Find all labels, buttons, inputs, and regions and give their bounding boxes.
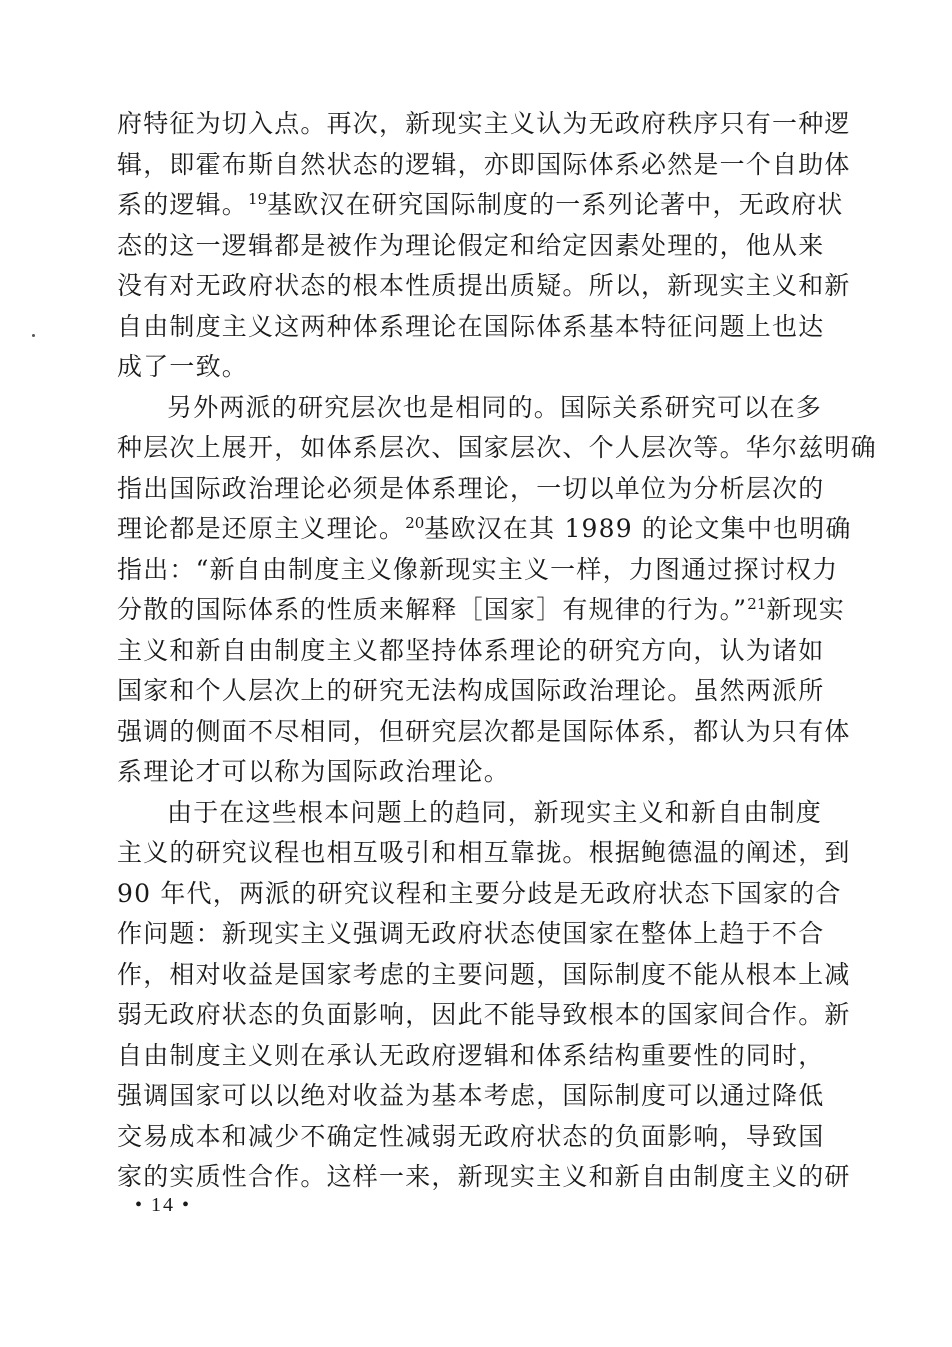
paragraph-2 [117, 388, 877, 793]
line-text: 作，相对收益是国家考虑的主要问题，国际制度不能从根本上减 [117, 959, 851, 989]
text-line [117, 104, 851, 145]
line-text: 主义和新自由制度主义都坚持体系理论的研究方向，认为诸如 [117, 635, 825, 665]
line-text: 态的这一逻辑都是被作为理论假定和给定因素处理的，他从来 [117, 230, 825, 260]
text-line [117, 793, 823, 834]
text-line [117, 428, 877, 469]
page-number: • 14 • [135, 1194, 192, 1216]
text-line [117, 631, 825, 672]
line-text: 系的逻辑。 [117, 190, 249, 219]
text-line [117, 914, 825, 955]
text-line [117, 590, 845, 631]
line-text: 系理论才可以称为国际政治理论。 [117, 757, 511, 786]
line-text: 理论都是还原主义理论。 [117, 514, 406, 543]
text-line [117, 145, 851, 186]
text-line [117, 347, 792, 388]
text-line [117, 995, 851, 1036]
text-line [117, 185, 844, 226]
text-line [117, 509, 852, 550]
line-text: 基欧汉在研究国际制度的一系列论著中，无政府状 [267, 190, 844, 219]
text-line [117, 1076, 825, 1117]
line-text: 强调国家可以以绝对收益为基本考虑，国际制度可以通过降低 [117, 1081, 825, 1110]
line-text: 作问题：新现实主义强调无政府状态使国家在整体上趋于不合 [117, 919, 825, 948]
text-line [117, 955, 851, 996]
line-text: 自由制度主义这两种体系理论在国际体系基本特征问题上也达 [117, 311, 825, 341]
line-text: 弱无政府状态的负面影响，因此不能导致根本的国家间合作。新 [117, 1000, 851, 1029]
text-line [117, 1036, 825, 1077]
line-text: 辑，即霍布斯自然状态的逻辑，亦即国际体系必然是一个自助体 [117, 149, 851, 179]
text-line [117, 388, 823, 429]
line-text: 府特征为切入点。再次，新现实主义认为无政府秩序只有一种逻 [117, 109, 851, 138]
paragraph-1 [117, 104, 851, 388]
line-text: 自由制度主义则在承认无政府逻辑和体系结构重要性的同时， [117, 1040, 825, 1070]
text-line [117, 469, 825, 510]
text-line [117, 307, 825, 348]
line-text: 国家和个人层次上的研究无法构成国际政治理论。虽然两派所 [117, 676, 825, 705]
line-text: 新现实 [766, 595, 845, 624]
line-text: 指出：“新自由制度主义像新现实主义一样，力图通过探讨权力 [117, 554, 839, 584]
text-line [117, 671, 825, 712]
text-line [117, 550, 839, 591]
text-line [117, 874, 842, 915]
footnote-ref: 21 [747, 595, 767, 613]
text-line [117, 833, 851, 874]
line-text: 家的实质性合作。这样一来，新现实主义和新自由制度主义的研 [117, 1162, 851, 1191]
text-line [117, 1117, 825, 1158]
line-text: 主义的研究议程也相互吸引和相互靠拢。根据鲍德温的阐述，到 [117, 838, 851, 867]
text-line [117, 712, 851, 753]
text-line [117, 266, 851, 307]
footnote-ref: 20 [405, 514, 425, 532]
line-text: 另外两派的研究层次也是相同的。国际关系研究可以在多 [167, 392, 823, 422]
line-text: 90 年代，两派的研究议程和主要分歧是无政府状态下国家的合 [117, 878, 842, 908]
line-text: 分散的国际体系的性质来解释［国家］有规律的行为。” [117, 595, 748, 624]
line-text: 基欧汉在其 1989 的论文集中也明确 [424, 514, 852, 543]
line-text: 成了一致。 [117, 352, 249, 381]
line-text: 指出国际政治理论必须是体系理论，一切以单位为分析层次的 [117, 473, 825, 503]
text-line [117, 226, 825, 267]
scan-speck [32, 334, 35, 337]
line-text: 种层次上展开，如体系层次、国家层次、个人层次等。华尔兹明确 [117, 433, 877, 462]
text-line [117, 752, 792, 793]
line-text: 强调的侧面不尽相同，但研究层次都是国际体系，都认为只有体 [117, 716, 851, 746]
footnote-ref: 19 [248, 190, 268, 208]
line-text: 没有对无政府状态的根本性质提出质疑。所以，新现实主义和新 [117, 271, 851, 300]
line-text: 交易成本和减少不确定性减弱无政府状态的负面影响，导致国 [117, 1121, 825, 1151]
body-text [117, 104, 877, 1198]
paragraph-3 [117, 793, 851, 1198]
line-text: 由于在这些根本问题上的趋同，新现实主义和新自由制度 [167, 797, 823, 827]
text-line [117, 1157, 851, 1198]
